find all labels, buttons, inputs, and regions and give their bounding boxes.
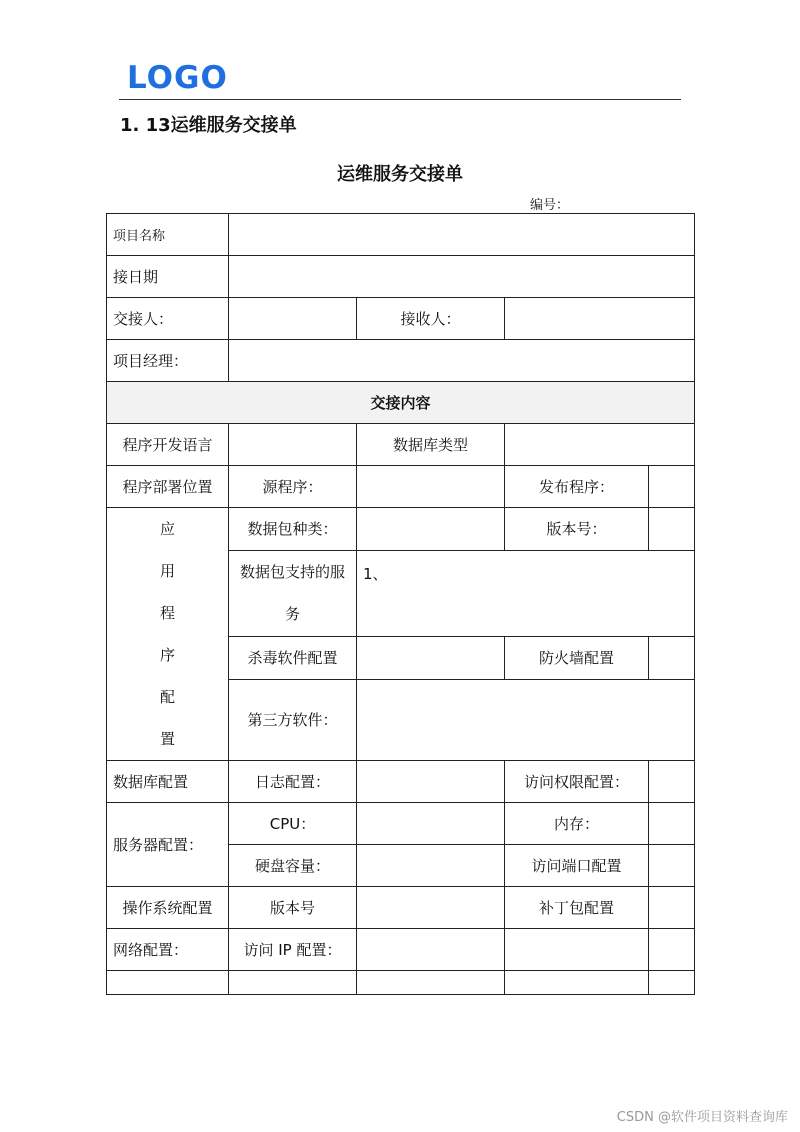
table-row	[107, 761, 695, 803]
third-party-label: 第三方软件：	[229, 679, 357, 760]
disk-capacity-field[interactable]	[357, 845, 505, 887]
network-extra-field-2[interactable]	[649, 929, 695, 971]
source-program-field[interactable]	[357, 466, 505, 508]
handover-form-table	[106, 213, 695, 995]
package-type-label: 数据包种类：	[229, 508, 357, 551]
table-row	[107, 803, 695, 845]
access-permission-label: 访问权限配置：	[505, 761, 649, 803]
access-port-label: 访问端口配置	[505, 845, 649, 887]
access-ip-label: 访问 IP 配置：	[229, 929, 357, 971]
receive-date-field[interactable]	[229, 256, 695, 298]
section-title: 1. 13运维服务交接单	[120, 115, 297, 136]
receiver-label: 接收人：	[357, 298, 505, 340]
release-program-field[interactable]	[649, 466, 695, 508]
os-config-label: 操作系统配置	[107, 887, 229, 929]
table-row	[107, 971, 695, 995]
cpu-field[interactable]	[357, 803, 505, 845]
project-manager-label: 项目经理：	[107, 340, 229, 382]
handover-person-label: 交接人：	[107, 298, 229, 340]
table-row	[107, 508, 695, 551]
app-config-char: 程	[159, 604, 175, 622]
project-name-field[interactable]	[229, 214, 695, 256]
version-no-field[interactable]	[649, 508, 695, 551]
os-version-field[interactable]	[357, 887, 505, 929]
empty-cell[interactable]	[357, 971, 505, 995]
server-config-label: 服务器配置：	[107, 803, 229, 887]
package-services-label	[229, 550, 357, 636]
empty-cell[interactable]	[107, 971, 229, 995]
deploy-location-label: 程序部署位置	[107, 466, 229, 508]
empty-cell[interactable]	[649, 971, 695, 995]
app-config-char: 用	[159, 562, 175, 580]
package-services-line: 务	[284, 605, 300, 624]
disk-capacity-label: 硬盘容量：	[229, 845, 357, 887]
network-extra-field[interactable]	[505, 929, 649, 971]
project-name-label: 项目名称	[107, 214, 229, 256]
package-type-field[interactable]	[357, 508, 505, 551]
db-type-label: 数据库类型	[357, 424, 505, 466]
version-no-label: 版本号：	[505, 508, 649, 551]
empty-cell[interactable]	[229, 971, 357, 995]
receiver-field[interactable]	[505, 298, 695, 340]
table-row	[107, 382, 695, 424]
table-row	[107, 466, 695, 508]
table-row	[107, 424, 695, 466]
memory-field[interactable]	[649, 803, 695, 845]
memory-label: 内存：	[505, 803, 649, 845]
access-port-field[interactable]	[649, 845, 695, 887]
logo: LOGO	[127, 60, 228, 96]
serial-number-label: 编号：	[530, 198, 570, 213]
db-config-label: 数据库配置	[107, 761, 229, 803]
table-row	[107, 256, 695, 298]
table-row	[107, 887, 695, 929]
log-config-field[interactable]	[357, 761, 505, 803]
table-row	[107, 298, 695, 340]
handover-content-heading: 交接内容	[107, 382, 695, 424]
release-program-label: 发布程序：	[505, 466, 649, 508]
dev-language-label: 程序开发语言	[107, 424, 229, 466]
access-ip-field[interactable]	[357, 929, 505, 971]
access-permission-field[interactable]	[649, 761, 695, 803]
package-services-field[interactable]: 1、	[357, 550, 695, 636]
source-program-label: 源程序：	[229, 466, 357, 508]
app-config-char: 配	[159, 688, 175, 706]
receive-date-label: 接日期	[107, 256, 229, 298]
antivirus-config-label: 杀毒软件配置	[229, 637, 357, 680]
app-config-char: 应	[159, 520, 175, 538]
db-type-field[interactable]	[505, 424, 695, 466]
project-manager-field[interactable]	[229, 340, 695, 382]
antivirus-config-field[interactable]	[357, 637, 505, 680]
form-title: 运维服务交接单	[337, 164, 463, 185]
firewall-config-label: 防火墙配置	[505, 637, 649, 680]
os-version-label: 版本号	[229, 887, 357, 929]
app-config-char: 序	[159, 646, 175, 664]
network-config-label: 网络配置：	[107, 929, 229, 971]
watermark-footer: CSDN @软件项目资料查询库	[616, 1110, 788, 1125]
package-services-line: 数据包支持的服	[239, 563, 345, 582]
patch-config-label: 补丁包配置	[505, 887, 649, 929]
table-row	[107, 929, 695, 971]
cpu-label: CPU：	[229, 803, 357, 845]
patch-config-field[interactable]	[649, 887, 695, 929]
table-row	[107, 340, 695, 382]
app-config-char: 置	[159, 730, 175, 748]
dev-language-field[interactable]	[229, 424, 357, 466]
log-config-label: 日志配置：	[229, 761, 357, 803]
header-divider	[119, 99, 681, 100]
third-party-field[interactable]	[357, 679, 695, 760]
table-row	[107, 214, 695, 256]
firewall-config-field[interactable]	[649, 637, 695, 680]
app-config-label	[107, 508, 229, 761]
empty-cell[interactable]	[505, 971, 649, 995]
handover-person-field[interactable]	[229, 298, 357, 340]
